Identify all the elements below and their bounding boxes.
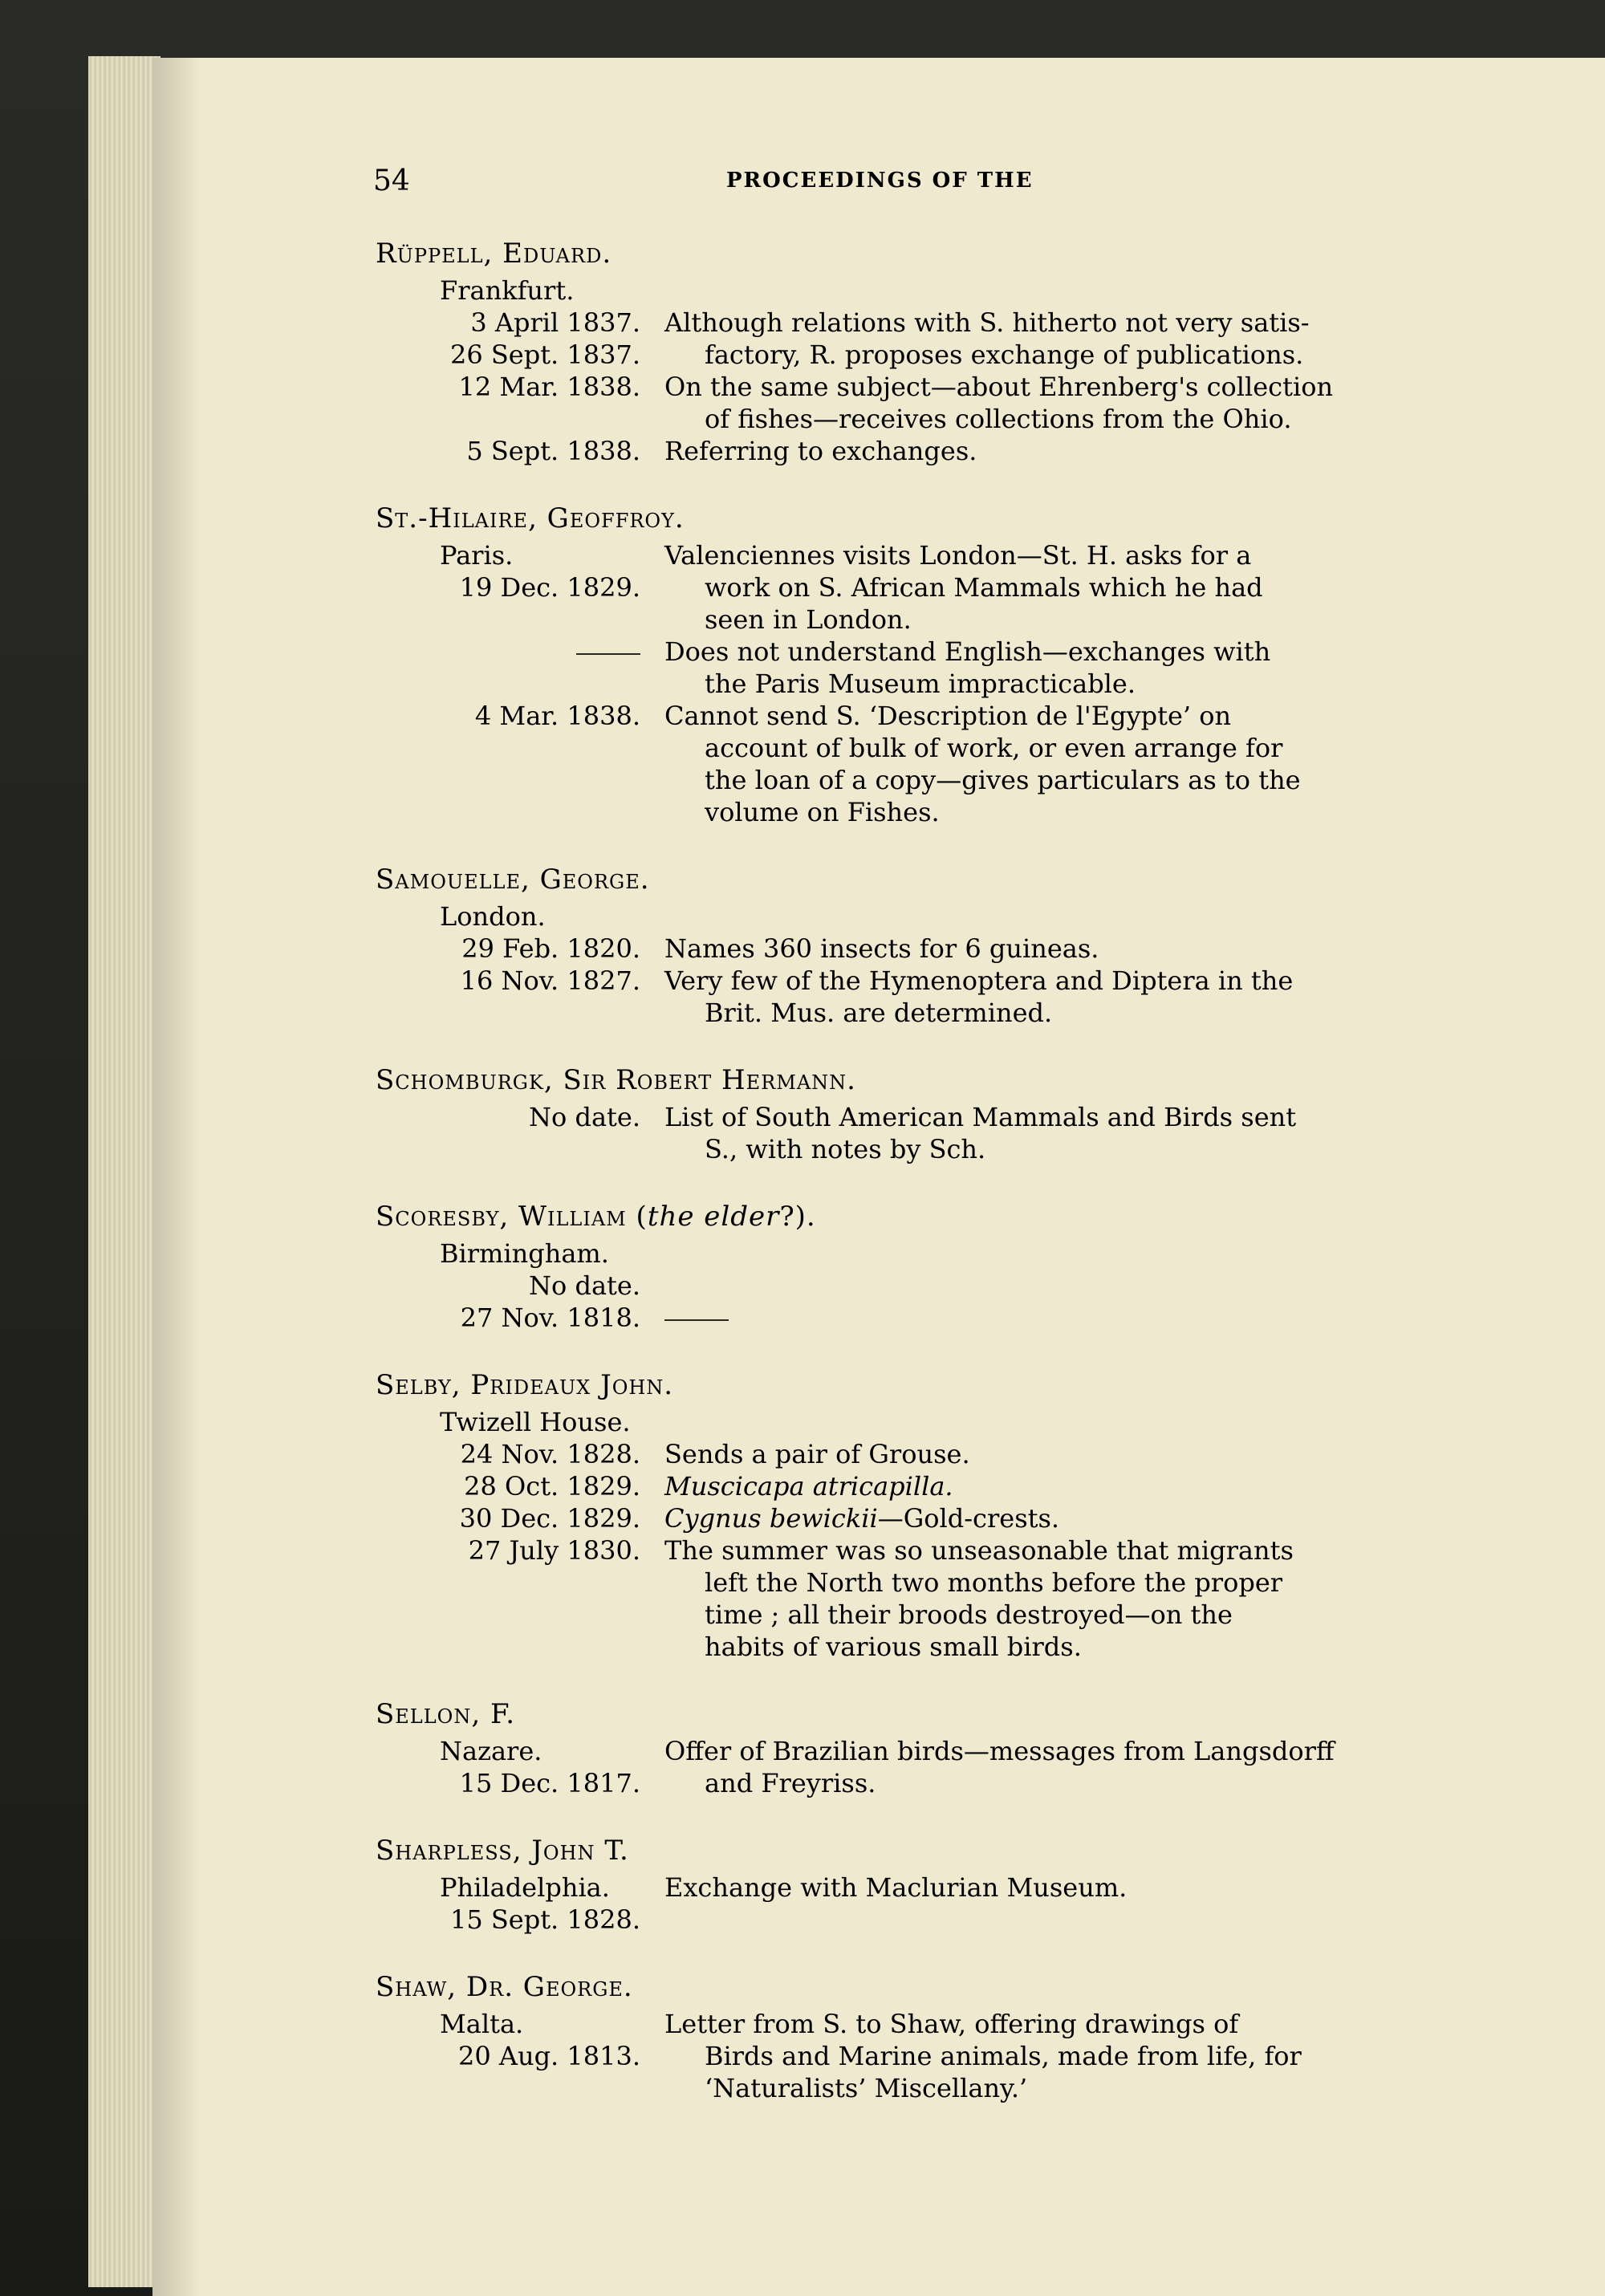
letter-summary-text: account of bulk of work, or even arrange for [705,733,1283,763]
letter-summary [664,1767,1387,1799]
letter-date: 4 Mar. 1838. [474,701,640,731]
letter-row [376,700,1387,732]
place-row [376,1237,1387,1270]
letter-date: 19 Dec. 1829. [459,572,640,603]
letter-summary [664,1101,1387,1133]
letter-summary [664,2072,1387,2104]
correspondent-name-text: Shaw, Dr. George. [376,1971,633,2003]
letter-summary: Exchange with Maclurian Museum. [664,1872,1128,1903]
place-row-text [664,2008,1387,2040]
correspondent-name-suffix: ?). [779,1201,816,1233]
letter-date: 27 Nov. 1818. [460,1302,640,1333]
letter-summary [664,1599,1387,1631]
place: Philadelphia. [440,1872,610,1903]
letter-summary-text: volume on Fishes. [705,797,940,827]
letter-summary [664,371,1387,403]
letter-date: 5 Sept. 1838. [466,436,640,466]
letter-date: 12 Mar. 1838. [458,372,640,402]
running-head: PROCEEDINGS OF THE [726,169,1034,193]
correspondent-name-qualifier: the elder [647,1201,780,1233]
correspondent-name [376,233,1387,274]
letter-row [376,1904,1387,1936]
letter-summary-text: The summer was so unseasonable that migrants [664,1535,1294,1566]
letter-date [376,997,664,1029]
letter-row [376,339,1387,371]
correspondent-entry [376,233,1387,467]
letter-summary-text: Very few of the Hymenoptera and Diptera in the [664,965,1294,996]
letter-date: No date. [529,1270,640,1301]
correspondent-name [376,1966,1387,2008]
letter-summary [664,1470,1387,1502]
letter-summary [664,1904,1387,1936]
letter-date: 30 Dec. 1829. [459,1503,640,1534]
place: Birmingham. [440,1238,609,1269]
letter-summary-text: Birds and Marine animals, made from life, for [705,2041,1302,2071]
letter-row [376,933,1387,965]
letter-summary [664,796,1387,828]
correspondent-name [376,1830,1387,1871]
letter-summary-text: S., with notes by Sch. [705,1134,986,1164]
letter-row [376,307,1387,339]
letter-date [376,603,664,636]
letter-date: 29 Feb. 1820. [461,933,640,964]
letter-summary [664,1534,1387,1567]
place-row-text [664,274,1387,307]
letter-row [376,1534,1387,1567]
letter-summary [664,307,1387,339]
letter-summary-text: Cygnus bewickii [664,1503,878,1534]
letter-summary-text: work on S. African Mammals which he had [705,572,1263,603]
dash-rule [664,1319,729,1321]
place-row [376,900,1387,933]
place-row [376,539,1387,571]
place: Nazare. [440,1736,542,1766]
place-row-text [664,539,1387,571]
letter-date [376,1599,664,1631]
letter-row [376,2072,1387,2104]
letter-summary-text: Names 360 insects for 6 guineas. [664,933,1099,964]
letter-summary [664,1438,1387,1470]
letter-summary [664,435,1387,467]
place-row [376,2008,1387,2040]
place: Paris. [440,540,514,571]
letter-row [376,371,1387,403]
letter-summary-text: time ; all their broods destroyed—on the [705,1599,1233,1630]
letter-row [376,1470,1387,1502]
letter-summary-text: ‘Naturalists’ Miscellany.’ [705,2073,1028,2103]
letter-summary [664,1133,1387,1165]
letter-summary [664,933,1387,965]
page-header [373,161,1384,201]
place-row-text [664,900,1387,933]
letter-summary [664,2040,1387,2072]
letter-date [376,1133,664,1165]
correspondent-name [376,1693,1387,1735]
letter-date [376,796,664,828]
correspondent-name-text: Scoresby, William [376,1201,627,1233]
place: Twizell House. [440,1407,631,1437]
letter-summary-text: and Freyriss. [705,1768,876,1798]
letter-date [376,2072,664,2104]
letter-summary-text: seen in London. [705,604,912,635]
letter-row [376,965,1387,997]
letter-date [376,764,664,796]
letter-summary-text: of fishes—receives collections from the Ohio. [705,404,1292,434]
letter-date: No date. [529,1102,640,1132]
letter-summary-text: the Paris Museum impracticable. [705,668,1136,699]
letter-summary-text: Does not understand English—exchanges with [664,636,1271,667]
letter-row [376,1767,1387,1799]
correspondent-name-text: Rüppell, Eduard. [376,238,612,270]
letter-row [376,2040,1387,2072]
place-row-text [664,1406,1387,1438]
letter-summary [664,1302,1387,1334]
letter-summary-text: Sends a pair of Grouse. [664,1439,970,1469]
correspondent-entry [376,1196,1387,1334]
letter-summary-text: habits of various small birds. [705,1632,1082,1662]
letter-date: 27 July 1830. [468,1535,640,1566]
letter-row [376,603,1387,636]
correspondent-entry [376,498,1387,828]
letter-row [376,764,1387,796]
correspondent-name-text: Sharpless, John T. [376,1835,629,1867]
letter-row [376,1270,1387,1302]
letter-summary [664,764,1387,796]
place-row-text [664,1871,1387,1904]
letter-row [376,1133,1387,1165]
letter-summary [664,1631,1387,1663]
correspondent-name [376,1059,1387,1101]
letter-row [376,732,1387,764]
letter-date [376,1631,664,1663]
letter-summary-text: Muscicapa atricapilla. [664,1471,953,1502]
letter-summary-text: Cannot send S. ‘Description de l'Egypte’ on [664,701,1232,731]
correspondent-name-text: St.-Hilaire, Geoffroy. [376,502,685,534]
letter-row [376,636,1387,668]
letter-date: 15 Sept. 1828. [449,1904,640,1935]
letter-row [376,1631,1387,1663]
letter-summary: Offer of Brazilian birds—messages from Langsdorff [664,1736,1335,1766]
page-stack-edge [88,56,160,2287]
letter-row [376,571,1387,603]
correspondent-name-text: Sellon, F. [376,1698,516,1730]
letter-summary-text: Brit. Mus. are determined. [705,998,1053,1028]
letter-summary-text: factory, R. proposes exchange of publications. [705,339,1304,370]
page-number: 54 [373,165,410,197]
letter-summary [664,403,1387,435]
letter-summary-text: Although relations with S. hitherto not very satis- [664,307,1310,338]
letter-summary-text: List of South American Mammals and Birds sent [664,1102,1297,1132]
letter-row [376,1502,1387,1534]
letter-row [376,1567,1387,1599]
letter-date: 3 April 1837. [470,307,640,338]
letter-date [376,1567,664,1599]
correspondent-entry [376,1364,1387,1663]
letter-summary [664,339,1387,371]
place-row [376,1871,1387,1904]
letter-summary [664,603,1387,636]
letter-row [376,668,1387,700]
letter-summary [664,1567,1387,1599]
correspondent-entry [376,1830,1387,1936]
letter-summary: Letter from S. to Shaw, offering drawings of [664,2009,1239,2039]
letter-summary-tail: —Gold-crests. [877,1503,1060,1534]
place-row [376,1406,1387,1438]
letter-date: 16 Nov. 1827. [460,965,640,996]
letter-row [376,403,1387,435]
correspondent-entry [376,1059,1387,1165]
letter-summary [664,700,1387,732]
letter-row [376,997,1387,1029]
letter-summary [664,1502,1387,1534]
gutter-shadow [152,58,201,2296]
dash-rule [576,653,640,655]
letter-summary-text: left the North two months before the proper [705,1567,1283,1598]
letter-summary-text: the loan of a copy—gives particulars as to the [705,765,1301,795]
letter-date [376,668,664,700]
correspondent-name [376,498,1387,539]
correspondent-name-text: Schomburgk, Sir Robert Hermann. [376,1064,856,1096]
letter-row [376,435,1387,467]
correspondent-entry [376,859,1387,1029]
letter-date [376,636,664,668]
letter-row [376,1438,1387,1470]
correspondent-entry [376,1693,1387,1799]
letter-summary [664,997,1387,1029]
letter-row [376,796,1387,828]
letter-summary [664,1270,1387,1302]
letter-row [376,1599,1387,1631]
letter-summary [664,636,1387,668]
place: Frankfurt. [440,275,575,306]
letter-date: 28 Oct. 1829. [464,1471,640,1502]
place-row-text [664,1237,1387,1270]
correspondent-name [376,859,1387,900]
letter-row [376,1101,1387,1133]
place: London. [440,901,546,932]
letter-row [376,1302,1387,1334]
place-row [376,274,1387,307]
place-row-text [664,1735,1387,1767]
letter-summary [664,668,1387,700]
letter-date: 24 Nov. 1828. [460,1439,640,1469]
letter-summary-text: Referring to exchanges. [664,436,977,466]
letter-summary [664,965,1387,997]
letter-summary [664,571,1387,603]
correspondent-entry [376,1966,1387,2104]
letter-date: 26 Sept. 1837. [449,339,640,370]
letter-summary-text: On the same subject—about Ehrenberg's collection [664,372,1334,402]
place-row [376,1735,1387,1767]
place: Malta. [440,2009,524,2039]
letter-date: 20 Aug. 1813. [457,2041,640,2071]
correspondent-name-text: Samouelle, George. [376,864,650,896]
correspondent-name-text: Selby, Prideaux John. [376,1369,674,1401]
correspondent-name [376,1364,1387,1406]
letter-date [376,732,664,764]
letter-summary [664,732,1387,764]
letter-date: 15 Dec. 1817. [459,1768,640,1798]
correspondent-name: Scoresby, William (the elder?). [376,1201,816,1233]
letter-date [376,403,664,435]
letter-summary: Valenciennes visits London—St. H. asks for a [664,540,1252,571]
correspondence-entries [376,233,1387,2135]
